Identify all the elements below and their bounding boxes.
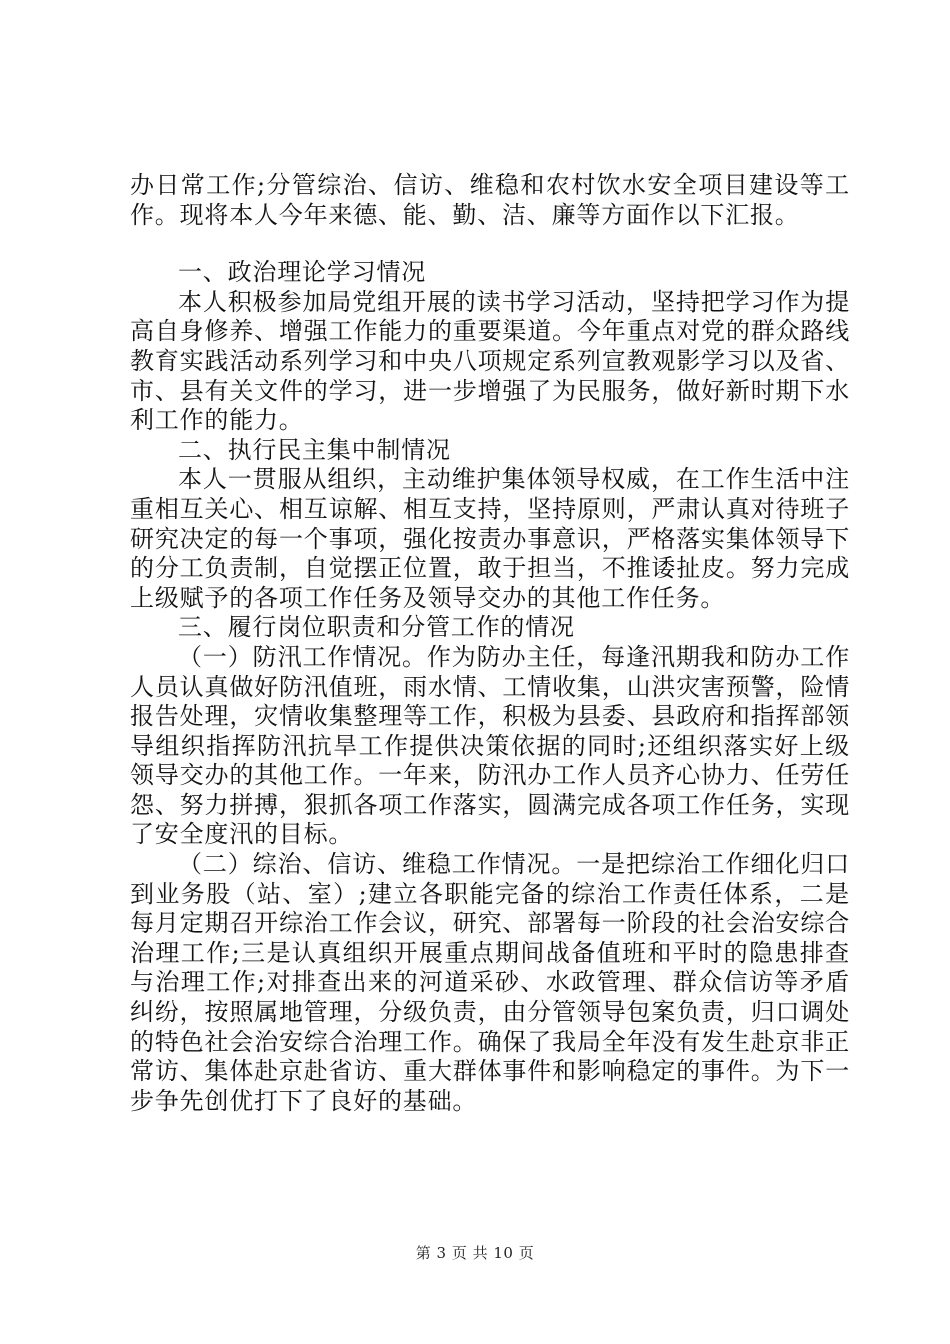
subsection-flood-control: （一）防汛工作情况。作为防办主任，每逢汛期我和防办工作人员认真做好防汛值班，雨水情、工情收集，山洪灾害预警，险情报告处理，灾情收集整理等工作，积极为县委、县政府和指挥部领导组织指挥防汛抗旱工作提供决策依据的同时;还组织落实好上级领导交办的其他工作。一年来，防汛办工作人员齐心协力、任劳任怨、努力拼搏，狠抓各项工作落实，圆满完成各项工作任务，实现了安全度汛的目标。 <box>130 642 850 849</box>
document-body <box>130 171 850 1116</box>
section-heading-political-study: 一、政治理论学习情况 <box>178 258 426 287</box>
page-number-footer: 第 3 页 共 10 页 <box>415 1244 535 1262</box>
section-heading-duties: 三、履行岗位职责和分管工作的情况 <box>178 613 575 642</box>
section-body-democratic-centralism: 本人一贯服从组织，主动维护集体领导权威，在工作生活中注重相互关心、相互谅解、相互支持，坚持原则，严肃认真对待班子研究决定的每一个事项，强化按责办事意识，严格落实集体领导下的分工负责制，自觉摆正位置，敢于担当，不推诿扯皮。努力完成上级赋予的各项工作任务及领导交办的其他工作任务。 <box>130 465 850 612</box>
paragraph-gap <box>130 230 850 258</box>
subsection-public-security: （二）综治、信访、维稳工作情况。一是把综治工作细化归口到业务股（站、室）;建立各职能完备的综治工作责任体系，二是每月定期召开综治工作会议，研究、部署每一阶段的社会治安综合治理工作;三是认真组织开展重点期间战备值班和平时的隐患排查与治理工作;对排查出来的河道采砂、水政管理、群众信访等矛盾纠纷，按照属地管理，分级负责，由分管领导包案负责，归口调处的特色社会治安综合治理工作。确保了我局全年没有发生赴京非正常访、集体赴京赴省访、重大群体事件和影响稳定的事件。为下一步争先创优打下了良好的基础。 <box>130 850 850 1115</box>
section-heading-democratic-centralism: 二、执行民主集中制情况 <box>178 435 451 464</box>
intro-paragraph: 办日常工作;分管综治、信访、维稳和农村饮水安全项目建设等工作。现将本人今年来德、能、勤、洁、廉等方面作以下汇报。 <box>130 171 850 229</box>
section-body-political-study: 本人积极参加局党组开展的读书学习活动，坚持把学习作为提高自身修养、增强工作能力的重要渠道。今年重点对党的群众路线教育实践活动系列学习和中央八项规定系列宣教观影学习以及省、市、县有关文件的学习，进一步增强了为民服务，做好新时期下水利工作的能力。 <box>130 287 850 435</box>
